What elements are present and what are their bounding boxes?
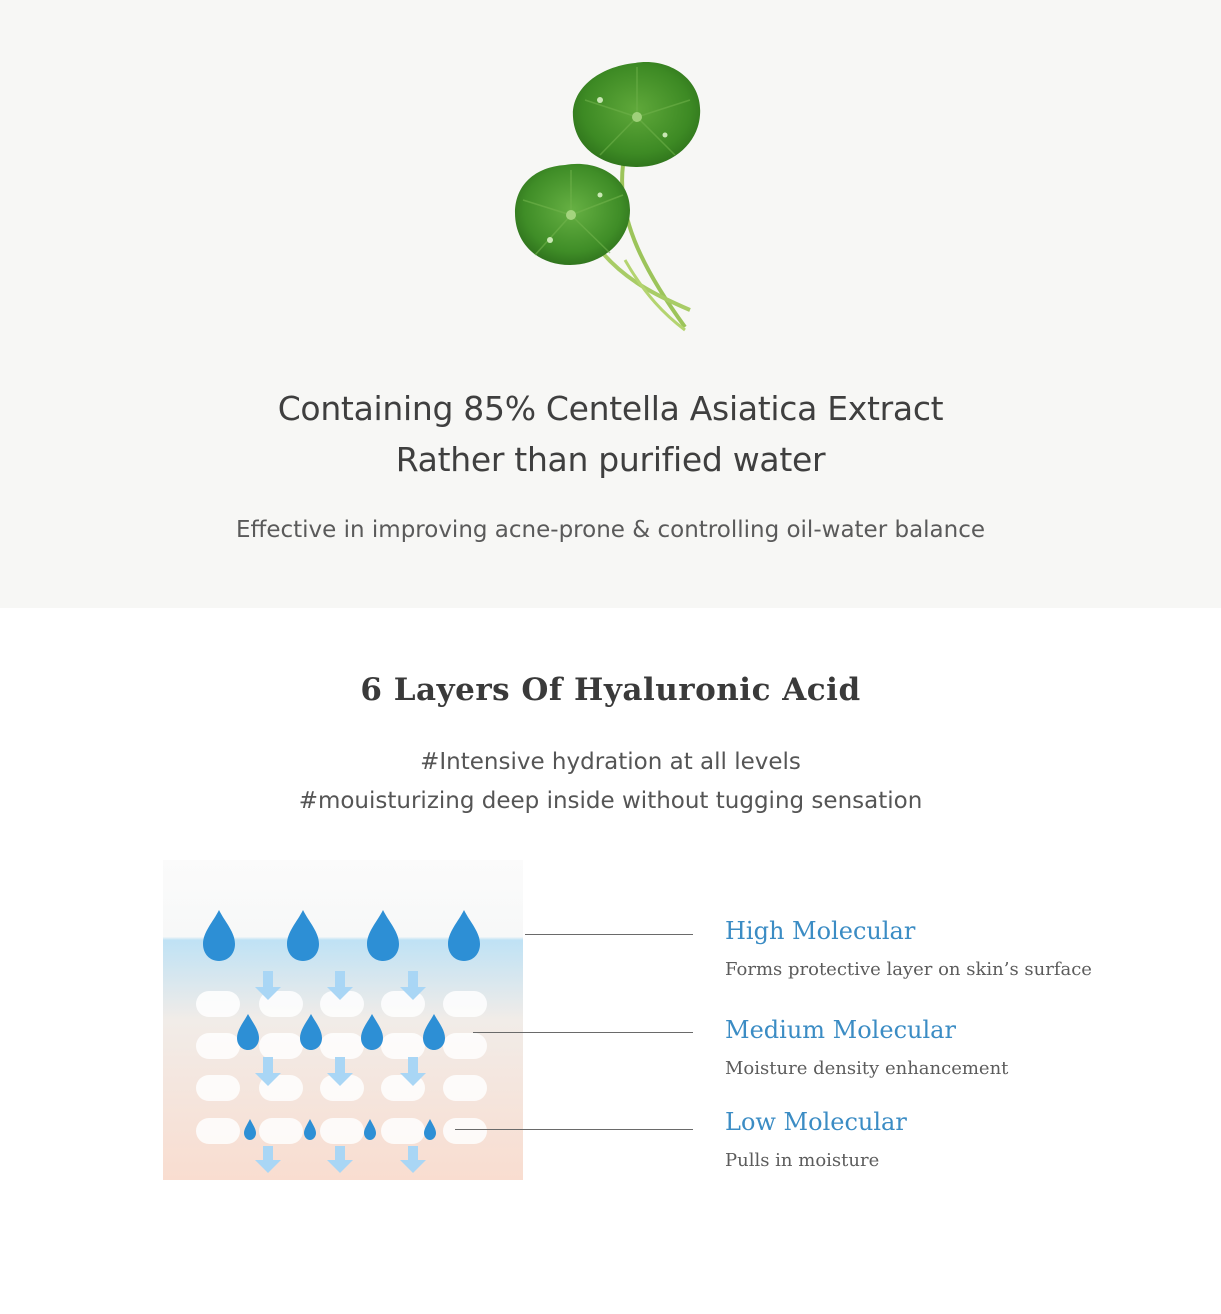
hyaluronic-layer-diagram — [163, 860, 523, 1180]
high-molecular-title: High Molecular — [725, 917, 916, 945]
centella-subline: Effective in improving acne-prone & controlling oil-water balance — [235, 517, 986, 543]
centella-headline-line1: Containing 85% Centella Asiatica Extract — [277, 389, 944, 428]
low-molecular-desc: Pulls in moisture — [725, 1150, 880, 1171]
medium-molecular-desc: Moisture density enhancement — [725, 1058, 1009, 1079]
high-molecular-connector — [525, 934, 693, 935]
centella-leaf-icon — [505, 55, 710, 340]
low-molecular-title: Low Molecular — [725, 1108, 907, 1136]
hyaluronic-tag-1: #Intensive hydration at all levels — [420, 749, 801, 775]
centella-headline-line2: Rather than purified water — [395, 440, 826, 479]
hyaluronic-tag-2: #mouisturizing deep inside without tugging sensation — [298, 788, 923, 814]
centella-section — [0, 0, 1221, 608]
high-molecular-desc: Forms protective layer on skin’s surface — [725, 959, 1092, 980]
hyaluronic-title: 6 Layers Of Hyaluronic Acid — [360, 672, 861, 708]
medium-molecular-connector — [473, 1032, 693, 1033]
medium-molecular-title: Medium Molecular — [725, 1016, 956, 1044]
low-molecular-connector — [455, 1129, 693, 1130]
